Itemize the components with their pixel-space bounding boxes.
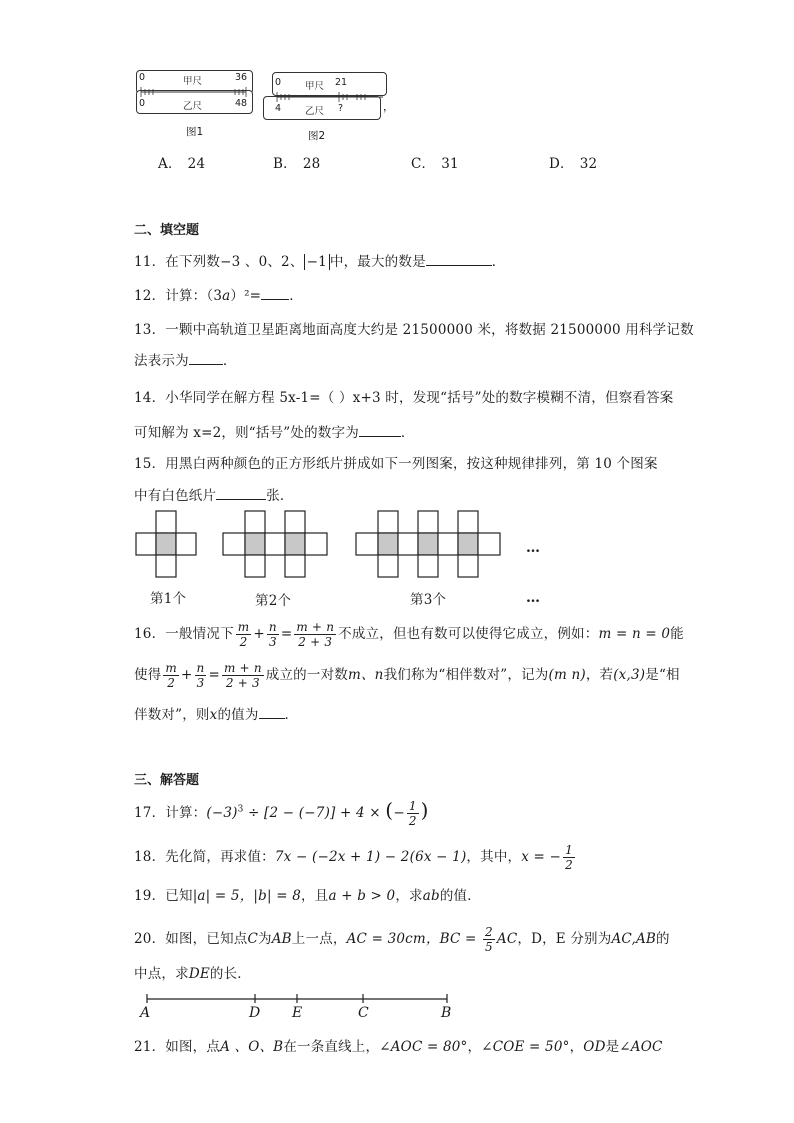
q17-sup: 3 (237, 804, 244, 815)
q19-end: ，求 (395, 888, 423, 904)
point-E-label: E (292, 1005, 303, 1021)
frac-num: m + n (223, 661, 262, 675)
q20-bc-a: ，BC = (425, 931, 482, 947)
fig2-top-start: 0 (275, 77, 282, 88)
q21-d: 是 (605, 1039, 620, 1055)
frac-n-over-3 (195, 661, 207, 690)
q21-c: ， (569, 1039, 584, 1055)
q20-l2: 中点，求 (134, 966, 189, 982)
q20-l1c: 上一点， (291, 931, 347, 947)
fig1-caption: 图1 (186, 126, 204, 138)
q21-b: 在一条直线上， (283, 1039, 380, 1055)
q11-end: ． (491, 254, 506, 270)
pattern-2 (223, 511, 327, 577)
q21-a: 21．如图，点 (134, 1039, 221, 1055)
q16-l1c: 能 (670, 626, 684, 642)
q16-l1b: 不成立，但也有数可以使得它成立，例如： (338, 626, 599, 642)
q14-line2-text: 可知解为 x=2，则“括号”处的数字为 (134, 425, 359, 441)
option-c-letter: C． (411, 156, 436, 172)
question-19 (134, 884, 481, 904)
q17-paren-open: ( (385, 798, 394, 822)
question-17 (134, 798, 429, 828)
frac-den: 3 (196, 676, 205, 690)
frac-den: 3 (268, 635, 277, 649)
ruler-ticks-fig2 (263, 89, 388, 105)
fig1-bottom-label: 乙尺 (183, 101, 203, 112)
q17-expr-b: ÷ [2 − (−7)] + 4 × (243, 805, 386, 821)
option-b-value: 28 (302, 156, 321, 172)
fig2-bottom-start: 4 (275, 103, 282, 114)
frac-den: 2 + 3 (225, 676, 260, 690)
question-13-line2 (134, 349, 237, 369)
q21-coe: ∠COE = 50° (481, 1039, 570, 1055)
q15-tile-patterns (130, 508, 550, 580)
q17-label: 17．计算： (134, 805, 207, 821)
q20-ac: AC = 30cm (346, 931, 426, 947)
question-20-line1 (134, 925, 670, 954)
q14-end: ． (400, 425, 415, 441)
q19-mid: ，且 (301, 888, 329, 904)
q21-sep: ， (467, 1039, 482, 1055)
question-21 (134, 1035, 663, 1055)
q14-answer-blank[interactable] (359, 425, 401, 437)
q15-end: 张． (266, 488, 294, 504)
q20-DE: DE (188, 966, 210, 982)
q21-pts: A 、O、B (220, 1039, 284, 1055)
question-14-line1: 14．小华同学在解方程 5x-1=（ ）x+3 时，发现“括号”处的数字模糊不清，但察看答案 (134, 390, 674, 406)
q13-answer-blank[interactable] (189, 353, 223, 365)
frac-n-over-3 (267, 620, 279, 649)
q18-xeq: x = − (521, 849, 562, 865)
q19-b-abs: |b| = 8 (253, 888, 302, 904)
question-15-line2 (134, 484, 294, 504)
q20-l1b: 为 (258, 931, 272, 947)
q12-text2: ）²= (230, 288, 262, 304)
option-b-letter: B． (273, 156, 297, 172)
q15-label-1: 第1个 (150, 591, 187, 607)
q16-l1a: 16．一般情况下 (134, 626, 234, 642)
q15-label-2: 第2个 (255, 593, 292, 609)
q16-l2f: 是“相 (645, 667, 680, 683)
q20-mids: AC,AB (611, 931, 657, 947)
frac-den: 2 + 3 (298, 635, 333, 649)
q17-paren-close: ) (420, 798, 429, 822)
option-a[interactable] (158, 152, 205, 172)
q18-frac (563, 843, 575, 872)
point-D-label: D (249, 1005, 261, 1021)
q19-cond: a + b > 0 (328, 888, 396, 904)
frac-m-over-2 (236, 620, 252, 649)
frac-den: 5 (485, 940, 493, 954)
q19-a-abs: |a| = 5， (192, 888, 254, 904)
q12-answer-blank[interactable] (261, 288, 289, 300)
q20-frac (483, 925, 495, 954)
point-A-label: A (140, 1005, 151, 1021)
q13-line2-text: 法表示为 (134, 353, 189, 369)
q15-label-3: 第3个 (410, 592, 447, 608)
q16-pair: (m n) (548, 667, 586, 683)
option-c-value: 31 (441, 156, 459, 172)
question-20-line2 (134, 962, 251, 982)
q12-var: a (222, 288, 231, 304)
q18-expr: 7x − (−2x + 1) − 2(6x − 1) (274, 849, 467, 865)
fig2-caption: 图2 (308, 130, 326, 142)
q20-l1e: 的 (656, 931, 670, 947)
q16-l3b: 的值为 (217, 707, 259, 723)
q19-label: 19．已知 (134, 888, 193, 904)
q16-l2d: 我们称为“相伴数对”，记为 (383, 667, 549, 683)
q16-l2a: 使得 (134, 667, 162, 683)
q16-l3end: ． (284, 707, 299, 723)
q17-frac (407, 799, 419, 828)
section-fill-in-title: 二、填空题 (134, 223, 200, 238)
option-b[interactable] (273, 152, 320, 172)
question-14-line2 (134, 421, 415, 441)
point-C-label: C (358, 1005, 369, 1021)
frac-num: 2 (485, 925, 493, 939)
q21-aoc: ∠AOC = 80° (379, 1039, 468, 1055)
pattern-1 (136, 511, 196, 577)
question-18 (134, 843, 577, 872)
point-B-label: B (441, 1005, 452, 1021)
q11-text-b: 中，最大的数是 (329, 254, 426, 270)
pattern-3 (356, 511, 500, 577)
frac-num: n (196, 661, 205, 675)
q11-nums: −3 、0、2、 (220, 254, 304, 270)
q21-aoc2: ∠AOC (619, 1039, 663, 1055)
question-15-line1: 15．用黑白两种颜色的正方形纸片拼成如下一列图案，按这种规律排列，第 10 个图案 (134, 456, 658, 472)
q16-answer-blank[interactable] (259, 707, 285, 719)
question-16-line3 (134, 703, 298, 723)
q12-text: 12．计算：（3 (134, 288, 223, 304)
q19-ab: ab (422, 888, 440, 904)
fig1-bottom-start: 0 (139, 98, 146, 109)
q20-bc-b: AC (496, 931, 518, 947)
fig1-top-label: 甲尺 (183, 76, 203, 87)
frac-den: 2 (565, 858, 573, 872)
question-11 (134, 250, 505, 270)
frac-den: 2 (408, 814, 417, 828)
frac-m-over-2 (163, 661, 179, 690)
fig1-top-start: 0 (139, 72, 146, 83)
fig1-top-end: 36 (235, 72, 248, 83)
q20-AB: AB (271, 931, 292, 947)
question-13-line1: 13．一颗中高轨道卫星距离地面高度大约是 21500000 米，将数据 21500000 用科学记数 (134, 322, 694, 338)
frac-den: 2 (239, 635, 248, 649)
q11-abs: −1 (304, 254, 330, 270)
q20-l2end: 的长． (209, 966, 252, 982)
q18-mid: ，其中， (466, 849, 522, 865)
q19-end2: 的值． (439, 888, 481, 904)
q16-l2b: 成立的一对数 (265, 667, 348, 683)
q17-expr-a: (−3) (206, 805, 238, 821)
q18-label: 18．先化简，再求值： (134, 849, 275, 865)
fig2-bottom-label: 乙尺 (305, 106, 325, 117)
fig2-trailing-comma: ， (383, 100, 394, 113)
option-c[interactable] (411, 152, 459, 172)
question-16-line1: 16．一般情况下 $\frac{m}{2}$ + $\frac{n}{3}$ = $\frac{m + n}{2 + 3}$ 不成立，但也有数可以使得它成立，例如：m = n = 0能 (134, 620, 684, 649)
q15-line2-text: 中有白色纸片 (134, 488, 217, 504)
frac-num: 1 (565, 843, 573, 857)
frac-num: m (237, 620, 250, 634)
q11-answer-blank[interactable] (426, 254, 492, 266)
section-solve-title: 三、解答题 (134, 773, 200, 788)
option-d-letter: D． (549, 156, 574, 172)
q16-example: m = n = 0 (598, 626, 671, 642)
frac-num: 1 (408, 799, 417, 813)
option-d-value: 32 (579, 156, 598, 172)
fig2-top-mid: 21 (335, 77, 348, 88)
fig2-top-label: 甲尺 (305, 81, 325, 92)
frac-den: 2 (167, 676, 176, 690)
q20-C: C (247, 931, 259, 947)
option-d[interactable] (549, 152, 597, 172)
q12-end: ． (289, 288, 303, 304)
q21-od: OD (583, 1039, 606, 1055)
frac-num: n (268, 620, 277, 634)
q16-l2e: ，若 (585, 667, 614, 683)
q20-l1d: ，D，E 分别为 (517, 931, 612, 947)
q16-l2c: m、n (347, 667, 384, 683)
q17-minus: − (393, 805, 405, 821)
frac-num: m + n (296, 620, 335, 634)
fig1-bottom-end: 48 (235, 98, 248, 109)
q16-pair2: (x,3) (613, 667, 646, 683)
question-12 (134, 284, 303, 304)
frac-sum (294, 620, 336, 649)
q15-ellipsis-bottom: … (526, 590, 540, 606)
q11-text-a: 11．在下列数 (134, 254, 221, 270)
q15-ellipsis-top: … (526, 540, 540, 556)
fig2-bottom-mid: ? (338, 103, 344, 114)
frac-num: m (165, 661, 177, 675)
q16-l3a: 伴数对”，则 (134, 707, 210, 723)
frac-sum (222, 661, 264, 690)
q20-l1a: 20．如图，已知点 (134, 931, 248, 947)
question-16-line2: 使得 $\frac{m}{2}$ + $\frac{n}{3}$ = $\frac{m + n}{2 + 3}$ 成立的一对数m、n我们称为“相伴数对”，记为(m n)，若(x,3)是“相 (134, 661, 680, 690)
q13-end: ． (222, 353, 237, 369)
option-a-value: 24 (187, 156, 206, 172)
option-a-letter: A． (158, 156, 182, 172)
q15-answer-blank[interactable] (216, 488, 266, 500)
q16-l3var: x (209, 707, 218, 723)
